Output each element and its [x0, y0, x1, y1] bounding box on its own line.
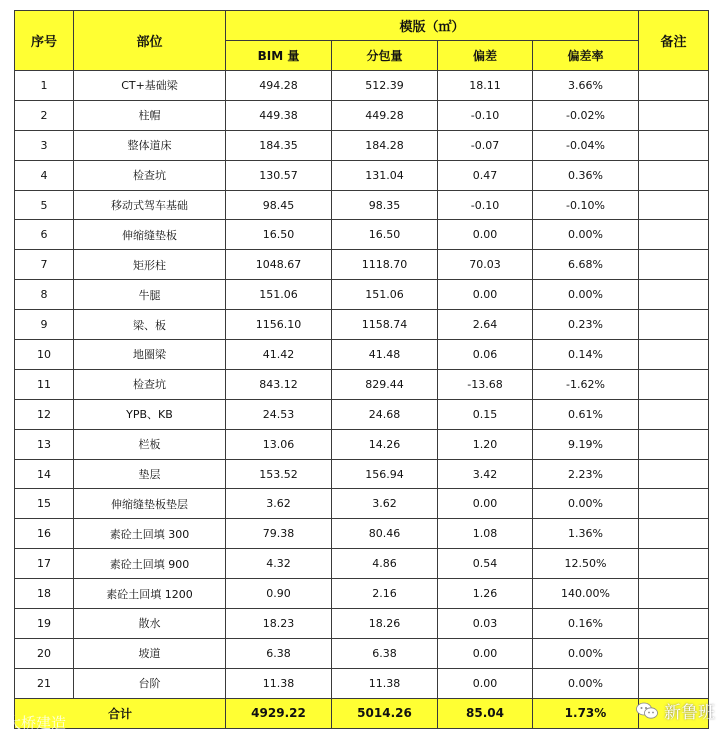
cell-bim: 6.38 — [226, 638, 332, 668]
cell-part: CT+基础梁 — [74, 71, 226, 101]
cell-note — [639, 579, 709, 609]
cell-note — [639, 250, 709, 280]
cell-rate: 0.16% — [533, 609, 639, 639]
cell-note — [639, 459, 709, 489]
cell-note — [639, 220, 709, 250]
cell-index: 18 — [15, 579, 74, 609]
wechat-icon — [636, 702, 658, 720]
watermark-left: 大桥建造 — [6, 714, 67, 732]
cell-dev: 3.42 — [438, 459, 533, 489]
total-dev: 85.04 — [438, 698, 533, 728]
cell-part: 伸缩缝垫板 — [74, 220, 226, 250]
cell-rate: 2.23% — [533, 459, 639, 489]
table-row — [15, 130, 709, 160]
cell-sub: 512.39 — [332, 71, 438, 101]
cell-part: 坡道 — [74, 638, 226, 668]
cell-dev: 1.08 — [438, 519, 533, 549]
cell-dev: -0.07 — [438, 130, 533, 160]
cell-rate: -0.10% — [533, 190, 639, 220]
table-row — [15, 638, 709, 668]
total-rate: 1.73% — [533, 698, 639, 728]
cell-dev: 0.00 — [438, 489, 533, 519]
cell-dev: 0.06 — [438, 340, 533, 370]
cell-note — [639, 340, 709, 370]
cell-note — [639, 519, 709, 549]
cell-part: 地圈梁 — [74, 340, 226, 370]
cell-note — [639, 310, 709, 340]
table-row — [15, 668, 709, 698]
table-row — [15, 399, 709, 429]
cell-bim: 153.52 — [226, 459, 332, 489]
cell-bim: 1048.67 — [226, 250, 332, 280]
cell-sub: 1158.74 — [332, 310, 438, 340]
cell-index: 12 — [15, 399, 74, 429]
table-row — [15, 340, 709, 370]
watermark-right-text: 新鲁班 — [664, 703, 715, 723]
table-row — [15, 190, 709, 220]
cell-part: 柱帽 — [74, 100, 226, 130]
cell-dev: 2.64 — [438, 310, 533, 340]
header-template-group: 模版（㎡） — [226, 11, 639, 41]
cell-rate: 0.61% — [533, 399, 639, 429]
table-row — [15, 310, 709, 340]
cell-rate: 0.00% — [533, 220, 639, 250]
total-row — [15, 698, 709, 728]
cell-note — [639, 609, 709, 639]
cell-note — [639, 160, 709, 190]
cell-index: 7 — [15, 250, 74, 280]
cell-sub: 80.46 — [332, 519, 438, 549]
cell-rate: 0.00% — [533, 280, 639, 310]
cell-part: 伸缩缝垫板垫层 — [74, 489, 226, 519]
header-dev: 偏差 — [438, 41, 533, 71]
cell-sub: 41.48 — [332, 340, 438, 370]
cell-rate: 12.50% — [533, 549, 639, 579]
cell-index: 16 — [15, 519, 74, 549]
table-row — [15, 250, 709, 280]
cell-part: 散水 — [74, 609, 226, 639]
cell-bim: 18.23 — [226, 609, 332, 639]
cell-bim: 16.50 — [226, 220, 332, 250]
cell-part: 素砼土回填 300 — [74, 519, 226, 549]
cell-rate: 0.00% — [533, 489, 639, 519]
cell-rate: 0.23% — [533, 310, 639, 340]
cell-rate: -1.62% — [533, 369, 639, 399]
cell-rate: -0.04% — [533, 130, 639, 160]
cell-part: 移动式驾车基础 — [74, 190, 226, 220]
cell-sub: 156.94 — [332, 459, 438, 489]
cell-sub: 24.68 — [332, 399, 438, 429]
header-index: 序号 — [15, 11, 74, 71]
table-row — [15, 71, 709, 101]
cell-part: 牛腿 — [74, 280, 226, 310]
cell-part: YPB、KB — [74, 399, 226, 429]
table-row — [15, 609, 709, 639]
cell-sub: 4.86 — [332, 549, 438, 579]
header-bim: BIM 量 — [226, 41, 332, 71]
cell-rate: 0.36% — [533, 160, 639, 190]
cell-rate: 9.19% — [533, 429, 639, 459]
header-note: 备注 — [639, 11, 709, 71]
header-rate: 偏差率 — [533, 41, 639, 71]
watermark-right — [636, 698, 715, 723]
table-row — [15, 369, 709, 399]
cell-bim: 130.57 — [226, 160, 332, 190]
cell-note — [639, 100, 709, 130]
cell-part: 梁、板 — [74, 310, 226, 340]
cell-note — [639, 130, 709, 160]
cell-sub: 829.44 — [332, 369, 438, 399]
cell-bim: 4.32 — [226, 549, 332, 579]
cell-index: 8 — [15, 280, 74, 310]
total-bim: 4929.22 — [226, 698, 332, 728]
cell-rate: 3.66% — [533, 71, 639, 101]
table-row — [15, 160, 709, 190]
cell-index: 1 — [15, 71, 74, 101]
cell-sub: 98.35 — [332, 190, 438, 220]
cell-dev: 0.47 — [438, 160, 533, 190]
cell-bim: 24.53 — [226, 399, 332, 429]
cell-rate: 6.68% — [533, 250, 639, 280]
cell-index: 9 — [15, 310, 74, 340]
cell-rate: 0.00% — [533, 638, 639, 668]
cell-index: 5 — [15, 190, 74, 220]
cell-note — [639, 280, 709, 310]
cell-part: 台阶 — [74, 668, 226, 698]
table-row — [15, 519, 709, 549]
cell-part: 垫层 — [74, 459, 226, 489]
cell-dev: -13.68 — [438, 369, 533, 399]
cell-part: 检查坑 — [74, 160, 226, 190]
cell-dev: 0.00 — [438, 280, 533, 310]
cell-note — [639, 71, 709, 101]
cell-sub: 2.16 — [332, 579, 438, 609]
cell-note — [639, 638, 709, 668]
cell-note — [639, 369, 709, 399]
cell-dev: 0.54 — [438, 549, 533, 579]
table-row — [15, 220, 709, 250]
cell-rate: 0.14% — [533, 340, 639, 370]
cell-note — [639, 429, 709, 459]
cell-index: 21 — [15, 668, 74, 698]
cell-index: 4 — [15, 160, 74, 190]
cell-bim: 11.38 — [226, 668, 332, 698]
cell-part: 整体道床 — [74, 130, 226, 160]
cell-sub: 184.28 — [332, 130, 438, 160]
cell-rate: 1.36% — [533, 519, 639, 549]
cell-dev: 70.03 — [438, 250, 533, 280]
cell-bim: 79.38 — [226, 519, 332, 549]
cell-sub: 18.26 — [332, 609, 438, 639]
cell-rate: -0.02% — [533, 100, 639, 130]
table-row — [15, 429, 709, 459]
cell-index: 10 — [15, 340, 74, 370]
cell-bim: 13.06 — [226, 429, 332, 459]
cell-sub: 1118.70 — [332, 250, 438, 280]
table-row — [15, 489, 709, 519]
cell-rate: 140.00% — [533, 579, 639, 609]
cell-rate: 0.00% — [533, 668, 639, 698]
cell-dev: 0.00 — [438, 668, 533, 698]
cell-bim: 449.38 — [226, 100, 332, 130]
cell-index: 19 — [15, 609, 74, 639]
cell-sub: 131.04 — [332, 160, 438, 190]
cell-bim: 0.90 — [226, 579, 332, 609]
table-row — [15, 579, 709, 609]
cell-dev: -0.10 — [438, 190, 533, 220]
cell-dev: -0.10 — [438, 100, 533, 130]
cell-dev: 1.26 — [438, 579, 533, 609]
cell-part: 栏板 — [74, 429, 226, 459]
cell-dev: 18.11 — [438, 71, 533, 101]
cell-bim: 151.06 — [226, 280, 332, 310]
cell-bim: 41.42 — [226, 340, 332, 370]
cell-dev: 0.03 — [438, 609, 533, 639]
table-row — [15, 549, 709, 579]
cell-index: 13 — [15, 429, 74, 459]
cell-sub: 14.26 — [332, 429, 438, 459]
cell-sub: 449.28 — [332, 100, 438, 130]
table-row — [15, 459, 709, 489]
cell-index: 15 — [15, 489, 74, 519]
cell-index: 17 — [15, 549, 74, 579]
header-sub: 分包量 — [332, 41, 438, 71]
cell-bim: 3.62 — [226, 489, 332, 519]
header-part: 部位 — [74, 11, 226, 71]
cell-part: 素砼土回填 900 — [74, 549, 226, 579]
cell-bim: 98.45 — [226, 190, 332, 220]
cell-bim: 494.28 — [226, 71, 332, 101]
cell-sub: 16.50 — [332, 220, 438, 250]
cell-bim: 1156.10 — [226, 310, 332, 340]
cell-sub: 11.38 — [332, 668, 438, 698]
header-row-top — [15, 11, 709, 41]
cell-dev: 0.00 — [438, 638, 533, 668]
cell-note — [639, 399, 709, 429]
total-label: 合计 — [15, 698, 226, 728]
cell-dev: 1.20 — [438, 429, 533, 459]
cell-index: 3 — [15, 130, 74, 160]
cell-dev: 0.00 — [438, 220, 533, 250]
cell-part: 检查坑 — [74, 369, 226, 399]
cell-note — [639, 549, 709, 579]
cell-index: 2 — [15, 100, 74, 130]
cell-sub: 151.06 — [332, 280, 438, 310]
table-row — [15, 100, 709, 130]
table-row — [15, 280, 709, 310]
quantity-comparison-table — [14, 10, 709, 729]
cell-index: 20 — [15, 638, 74, 668]
cell-sub: 6.38 — [332, 638, 438, 668]
cell-note — [639, 489, 709, 519]
cell-index: 6 — [15, 220, 74, 250]
cell-note — [639, 190, 709, 220]
cell-bim: 843.12 — [226, 369, 332, 399]
cell-index: 11 — [15, 369, 74, 399]
cell-note — [639, 668, 709, 698]
cell-sub: 3.62 — [332, 489, 438, 519]
total-sub: 5014.26 — [332, 698, 438, 728]
cell-bim: 184.35 — [226, 130, 332, 160]
cell-part: 矩形柱 — [74, 250, 226, 280]
cell-part: 素砼土回填 1200 — [74, 579, 226, 609]
cell-index: 14 — [15, 459, 74, 489]
cell-dev: 0.15 — [438, 399, 533, 429]
